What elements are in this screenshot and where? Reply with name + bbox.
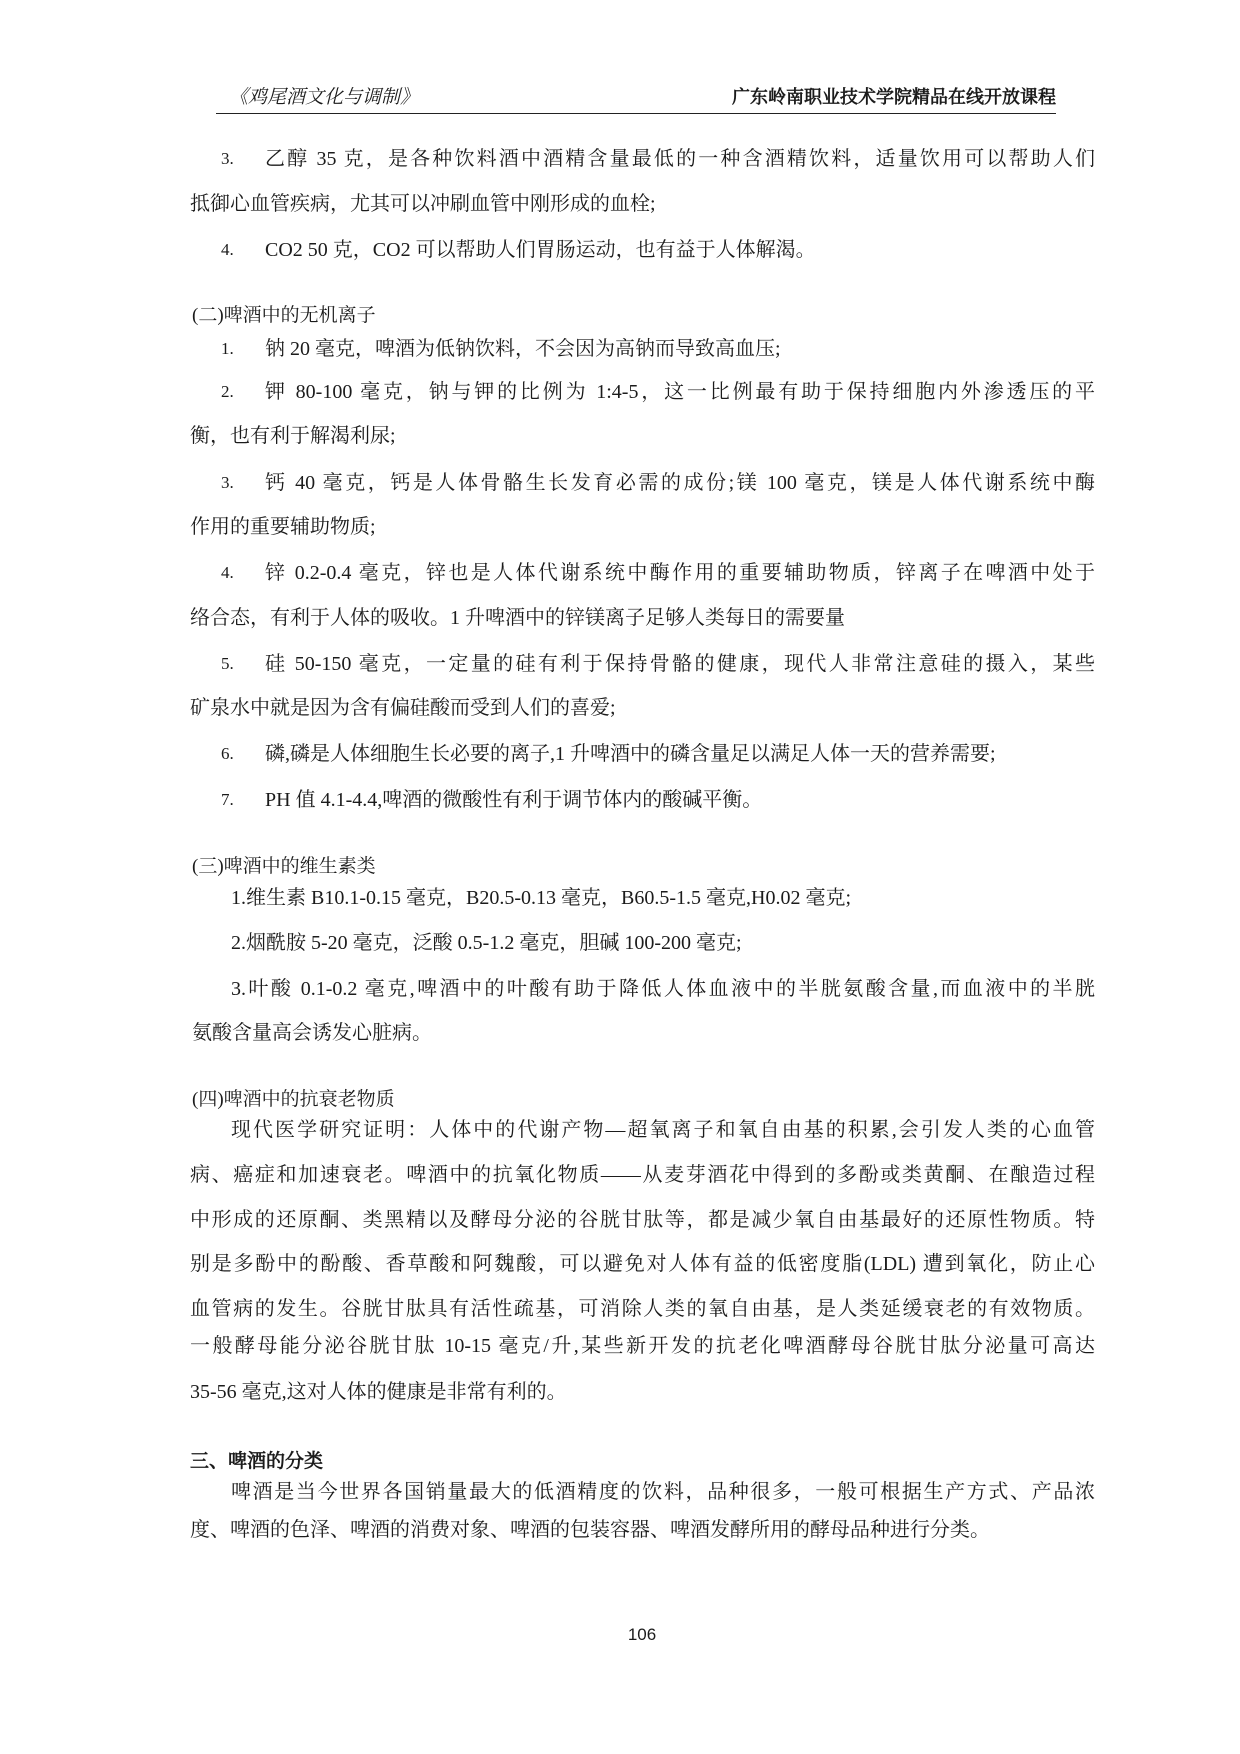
item-number: 3. (221, 473, 234, 492)
section-heading-vitamins: (三)啤酒中的维生素类 (192, 856, 376, 877)
page-number: 106 (627, 1625, 657, 1644)
item-text: 磷,磷是人体细胞生长必要的离子,1 升啤酒中的磷含量足以满足人体一天的营养需要; (265, 743, 996, 765)
item-text: 钠 20 毫克，啤酒为低钠饮料，不会因为高钠而导致高血压; (265, 338, 781, 360)
section-heading-inorganic-ions: (二)啤酒中的无机离子 (192, 305, 376, 326)
ion-item-silicon (221, 649, 1095, 679)
item-text: 硅 50-150 毫克，一定量的硅有利于保持骨骼的健康，现代人非常注意硅的摄入，某些 (265, 653, 1095, 675)
ion-item-potassium (221, 377, 1095, 407)
header-course-title: 《鸡尾酒文化与调制》 (229, 87, 420, 108)
item-number: 3. (221, 149, 234, 168)
item-number: 7. (221, 790, 234, 809)
header-rule (216, 113, 1056, 114)
item-text: 钙 40 毫克，钙是人体骨骼生长发育必需的成份;镁 100 毫克，镁是人体代谢系统中酶 (265, 472, 1095, 494)
vitamin-line-3-continuation: 氨酸含量高会诱发心脏病。 (192, 1022, 432, 1044)
ion-item-silicon-continuation: 矿泉水中就是因为含有偏硅酸而受到人们的喜爱; (190, 697, 616, 719)
item-number: 4. (221, 240, 234, 259)
item-number: 6. (221, 744, 234, 763)
ion-item-zinc-continuation: 络合态，有利于人体的吸收。1 升啤酒中的锌镁离子足够人类每日的需要量 (190, 607, 845, 629)
vitamin-line-3: 3.叶酸 0.1-0.2 毫克,啤酒中的叶酸有助于降低人体血液中的半胱氨酸含量,而血液中的半胱 (231, 978, 1095, 1000)
anti-aging-paragraph-line: 一般酵母能分泌谷胱甘肽 10-15 毫克/升,某些新开发的抗老化啤酒酵母谷胱甘肽分泌量可高达 (190, 1335, 1095, 1357)
ion-item-zinc (221, 558, 1095, 588)
ion-item-sodium (221, 334, 1095, 364)
ion-item-phosphorus (221, 739, 1095, 769)
anti-aging-paragraph-line: 现代医学研究证明：人体中的代谢产物—超氧离子和氧自由基的积累,会引发人类的心血管 (231, 1119, 1095, 1141)
component-item-3-continuation: 抵御心血管疾病，尤其可以冲刷血管中刚形成的血栓; (190, 193, 656, 215)
anti-aging-paragraph-line: 中形成的还原酮、类黑精以及酵母分泌的谷胱甘肽等，都是减少氧自由基最好的还原性物质。特 (190, 1209, 1095, 1231)
ion-item-ph (221, 785, 1095, 815)
component-item-4 (221, 235, 1095, 265)
classification-paragraph-line: 啤酒是当今世界各国销量最大的低酒精度的饮料，品种很多，一般可根据生产方式、产品浓 (231, 1481, 1095, 1503)
header-institution: 广东岭南职业技术学院精品在线开放课程 (732, 87, 1056, 108)
ion-item-calcium (221, 468, 1095, 498)
classification-paragraph-line: 度、啤酒的色泽、啤酒的消费对象、啤酒的包装容器、啤酒发酵所用的酵母品种进行分类。 (190, 1519, 990, 1541)
item-number: 5. (221, 654, 234, 673)
section-title-classification: 三、啤酒的分类 (190, 1450, 324, 1472)
component-item-3 (221, 144, 1095, 174)
vitamin-line-2: 2.烟酰胺 5-20 毫克，泛酸 0.5-1.2 毫克，胆碱 100-200 毫克; (231, 932, 742, 954)
ion-item-calcium-continuation: 作用的重要辅助物质; (190, 516, 376, 538)
ion-item-potassium-continuation: 衡，也有利于解渴利尿; (190, 425, 396, 447)
item-text: 锌 0.2-0.4 毫克，锌也是人体代谢系统中酶作用的重要辅助物质，锌离子在啤酒中处于 (265, 562, 1095, 584)
anti-aging-paragraph-line: 35-56 毫克,这对人体的健康是非常有利的。 (190, 1381, 567, 1403)
anti-aging-paragraph-line: 病、癌症和加速衰老。啤酒中的抗氧化物质——从麦芽酒花中得到的多酚或类黄酮、在酿造过程 (190, 1164, 1095, 1186)
item-number: 1. (221, 339, 234, 358)
anti-aging-paragraph-line: 别是多酚中的酚酸、香草酸和阿魏酸，可以避免对人体有益的低密度脂(LDL) 遭到氧化，防止心 (190, 1253, 1095, 1275)
item-text: 乙醇 35 克，是各种饮料酒中酒精含量最低的一种含酒精饮料，适量饮用可以帮助人们 (265, 148, 1095, 170)
item-number: 4. (221, 563, 234, 582)
item-number: 2. (221, 382, 234, 401)
anti-aging-paragraph-line: 血管病的发生。谷胱甘肽具有活性疏基，可消除人类的氧自由基，是人类延缓衰老的有效物质。 (190, 1298, 1095, 1320)
vitamin-line-1: 1.维生素 B10.1-0.15 毫克，B20.5-0.13 毫克，B60.5-1.5 毫克,H0.02 毫克; (231, 887, 851, 909)
item-text: CO2 50 克，CO2 可以帮助人们胃肠运动，也有益于人体解渴。 (265, 239, 816, 261)
item-text: PH 值 4.1-4.4,啤酒的微酸性有利于调节体内的酸碱平衡。 (265, 789, 763, 811)
section-heading-anti-aging: (四)啤酒中的抗衰老物质 (192, 1089, 395, 1110)
item-text: 钾 80-100 毫克，钠与钾的比例为 1:4-5，这一比例最有助于保持细胞内外渗透压的平 (265, 381, 1095, 403)
